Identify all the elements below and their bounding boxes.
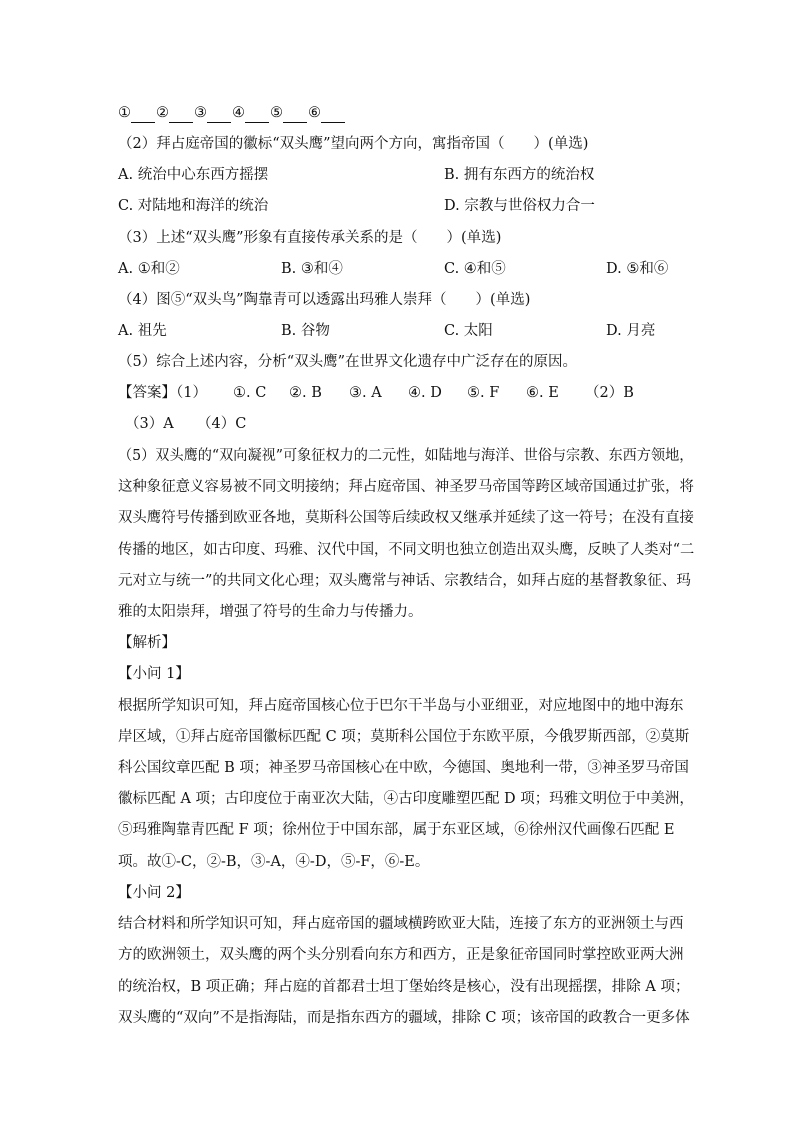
answer-blank-5 <box>283 108 307 123</box>
answer-blank-2 <box>169 108 193 123</box>
q4-stem: （4）图⑤“双头鸟”陶靠青可以透露出玛雅人崇拜（ ）(单选) <box>118 292 531 308</box>
q4-option-d: D. 月亮 <box>606 323 656 339</box>
q4-option-c: C. 太阳 <box>444 323 493 339</box>
answer-item-6: ⑥. E <box>526 385 559 401</box>
answer-item-5: ⑤. F <box>467 385 500 401</box>
q5-stem: （5）综合上述内容，分析“双头鹰”在世界文化遗存中广泛存在的原因。 <box>118 354 578 370</box>
answer-item-1: ①. C <box>233 385 267 401</box>
blank-label-6: ⑥ <box>308 105 321 121</box>
answer-label: 【答案】（1） <box>118 385 207 401</box>
q3-option-c: C. ④和⑤ <box>444 261 506 277</box>
analysis-sub1-line-6: 项。故①-C，②-B，③-A，④-D，⑤-F，⑥-E。 <box>118 854 430 870</box>
analysis-sub1-label: 【小问 1】 <box>118 666 190 682</box>
answer-q5-line-2: 这种象征意义容易被不同文明接纳；拜占庭帝国、神圣罗马帝国等跨区域帝国通过扩张，将 <box>118 479 694 495</box>
answer-q5-line-3: 双头鹰符号传播到欧亚各地，莫斯科公国等后续政权又继承并延续了这一符号；在没有直接 <box>118 510 694 526</box>
analysis-sub2-label: 【小问 2】 <box>118 885 190 901</box>
q2-stem: （2）拜占庭帝国的徽标“双头鹰”望向两个方向，寓指帝国（ ）(单选) <box>118 136 589 152</box>
analysis-sub1-line-1: 根据所学知识可知，拜占庭帝国核心位于巴尔干半岛与小亚细亚，对应地图中的地中海东 <box>118 698 684 714</box>
answer-q5-line-5: 元对立与统一”的共同文化心理；双头鹰常与神话、宗教结合，如拜占庭的基督教象征、玛 <box>118 573 691 589</box>
answer-item-4: ④. D <box>408 385 442 401</box>
q3-stem: （3）上述“双头鹰”形象有直接传承关系的是（ ）(单选) <box>118 230 502 246</box>
answer-q3: （3）A <box>125 416 174 432</box>
analysis-sub1-line-3: 科公国纹章匹配 B 项；神圣罗马帝国核心在中欧，今德国、奥地利一带，③神圣罗马帝国 <box>118 760 689 776</box>
q2-option-a: A. 统治中心东西方摇摆 <box>118 167 269 183</box>
answer-q5-line-6: 雅的太阳崇拜，增强了符号的生命力与传播力。 <box>118 604 423 620</box>
analysis-sub2-line-2: 方的欧洲领土，双头鹰的两个头分别看向东方和西方，正是象征帝国同时掌控欧亚两大洲 <box>118 947 684 963</box>
analysis-sub1-line-5: ⑤玛雅陶靠青匹配 F 项；徐州位于中国东部，属于东亚区域，⑥徐州汉代画像石匹配 E <box>118 822 675 838</box>
q3-option-d: D. ⑤和⑥ <box>606 261 669 277</box>
answer-item-2: ②. B <box>289 385 322 401</box>
blank-label-1: ① <box>118 105 131 121</box>
analysis-sub2-line-3: 的统治权，B 项正确；拜占庭的首都君士坦丁堡始终是核心，没有出现摇摆，排除 A 项； <box>118 979 690 995</box>
answer-q2: （2）B <box>585 385 634 401</box>
analysis-sub2-line-1: 结合材料和所学知识可知，拜占庭帝国的疆域横跨欧亚大陆，连接了东方的亚洲领土与西 <box>118 916 684 932</box>
answer-blank-4 <box>245 108 269 123</box>
answer-item-3: ③. A <box>349 385 382 401</box>
blank-label-5: ⑤ <box>270 105 283 121</box>
q1-blanks-row <box>118 103 346 123</box>
answer-blank-3 <box>207 108 231 123</box>
answer-q4: （4）C <box>197 416 247 432</box>
analysis-sub2-line-4: 双头鹰的“双向”不是指海陆，而是指东西方的疆域，排除 C 项；该帝国的政教合一更多体 <box>118 1010 690 1026</box>
blank-label-3: ③ <box>194 105 207 121</box>
blank-label-2: ② <box>156 105 169 121</box>
q3-option-a: A. ①和② <box>118 261 180 277</box>
q4-option-b: B. 谷物 <box>281 323 330 339</box>
answer-q5-line-1: （5）双头鹰的“双向凝视”可象征权力的二元性，如陆地与海洋、世俗与宗教、东西方领地， <box>118 448 694 464</box>
q3-option-b: B. ③和④ <box>281 261 343 277</box>
analysis-sub1-line-4: 徽标匹配 A 项；古印度位于南亚次大陆，④古印度雕塑匹配 D 项；玛雅文明位于中美洲， <box>118 791 694 807</box>
q4-option-a: A. 祖先 <box>118 323 167 339</box>
analysis-label: 【解析】 <box>118 635 176 651</box>
answer-blank-6 <box>321 108 345 123</box>
answer-blank-1 <box>131 108 155 123</box>
q2-option-c: C. 对陆地和海洋的统治 <box>118 198 269 214</box>
blank-label-4: ④ <box>232 105 245 121</box>
answer-q5-line-4: 传播的地区，如古印度、玛雅、汉代中国，不同文明也独立创造出双头鹰，反映了人类对“二 <box>118 542 695 558</box>
q2-option-d: D. 宗教与世俗权力合一 <box>444 198 595 214</box>
analysis-sub1-line-2: 岸区域，①拜占庭帝国徽标匹配 C 项；莫斯科公国位于东欧平原，今俄罗斯西部，②莫斯 <box>118 729 690 745</box>
q2-option-b: B. 拥有东西方的统治权 <box>444 167 595 183</box>
